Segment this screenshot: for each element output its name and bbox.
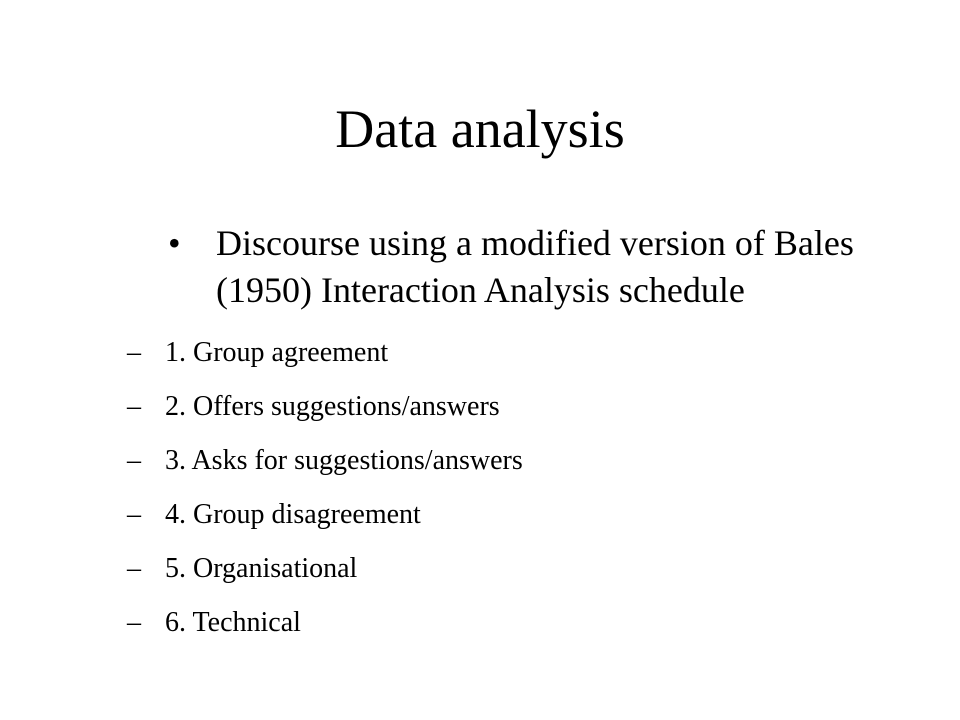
main-bullet-text: Discourse using a modified version of Bales (1950) Interaction Analysis schedule: [216, 223, 854, 310]
sub-bullet-list: [127, 330, 908, 654]
sub-bullet-item: [127, 330, 908, 384]
dash-marker: –: [127, 445, 141, 476]
sub-bullet-text: 6. Technical: [165, 607, 301, 638]
sub-bullet-text: 1. Group agreement: [165, 337, 389, 368]
sub-bullet-item: [127, 438, 908, 492]
sub-bullet-text: 3. Asks for suggestions/answers: [165, 445, 523, 476]
main-bullet: [168, 220, 908, 314]
slide-title: Data analysis: [335, 99, 625, 159]
dash-marker: –: [127, 337, 141, 368]
dash-marker: –: [127, 499, 141, 530]
sub-bullet-item: [127, 600, 908, 654]
sub-bullet-text: 2. Offers suggestions/answers: [165, 391, 500, 422]
bullet-marker: •: [168, 223, 181, 263]
dash-marker: –: [127, 607, 141, 638]
sub-bullet-text: 4. Group disagreement: [165, 499, 421, 530]
dash-marker: –: [127, 391, 141, 422]
sub-bullet-item: [127, 546, 908, 600]
sub-bullet-item: [127, 492, 908, 546]
dash-marker: –: [127, 553, 141, 584]
sub-bullet-text: 5. Organisational: [165, 553, 358, 584]
sub-bullet-item: [127, 384, 908, 438]
